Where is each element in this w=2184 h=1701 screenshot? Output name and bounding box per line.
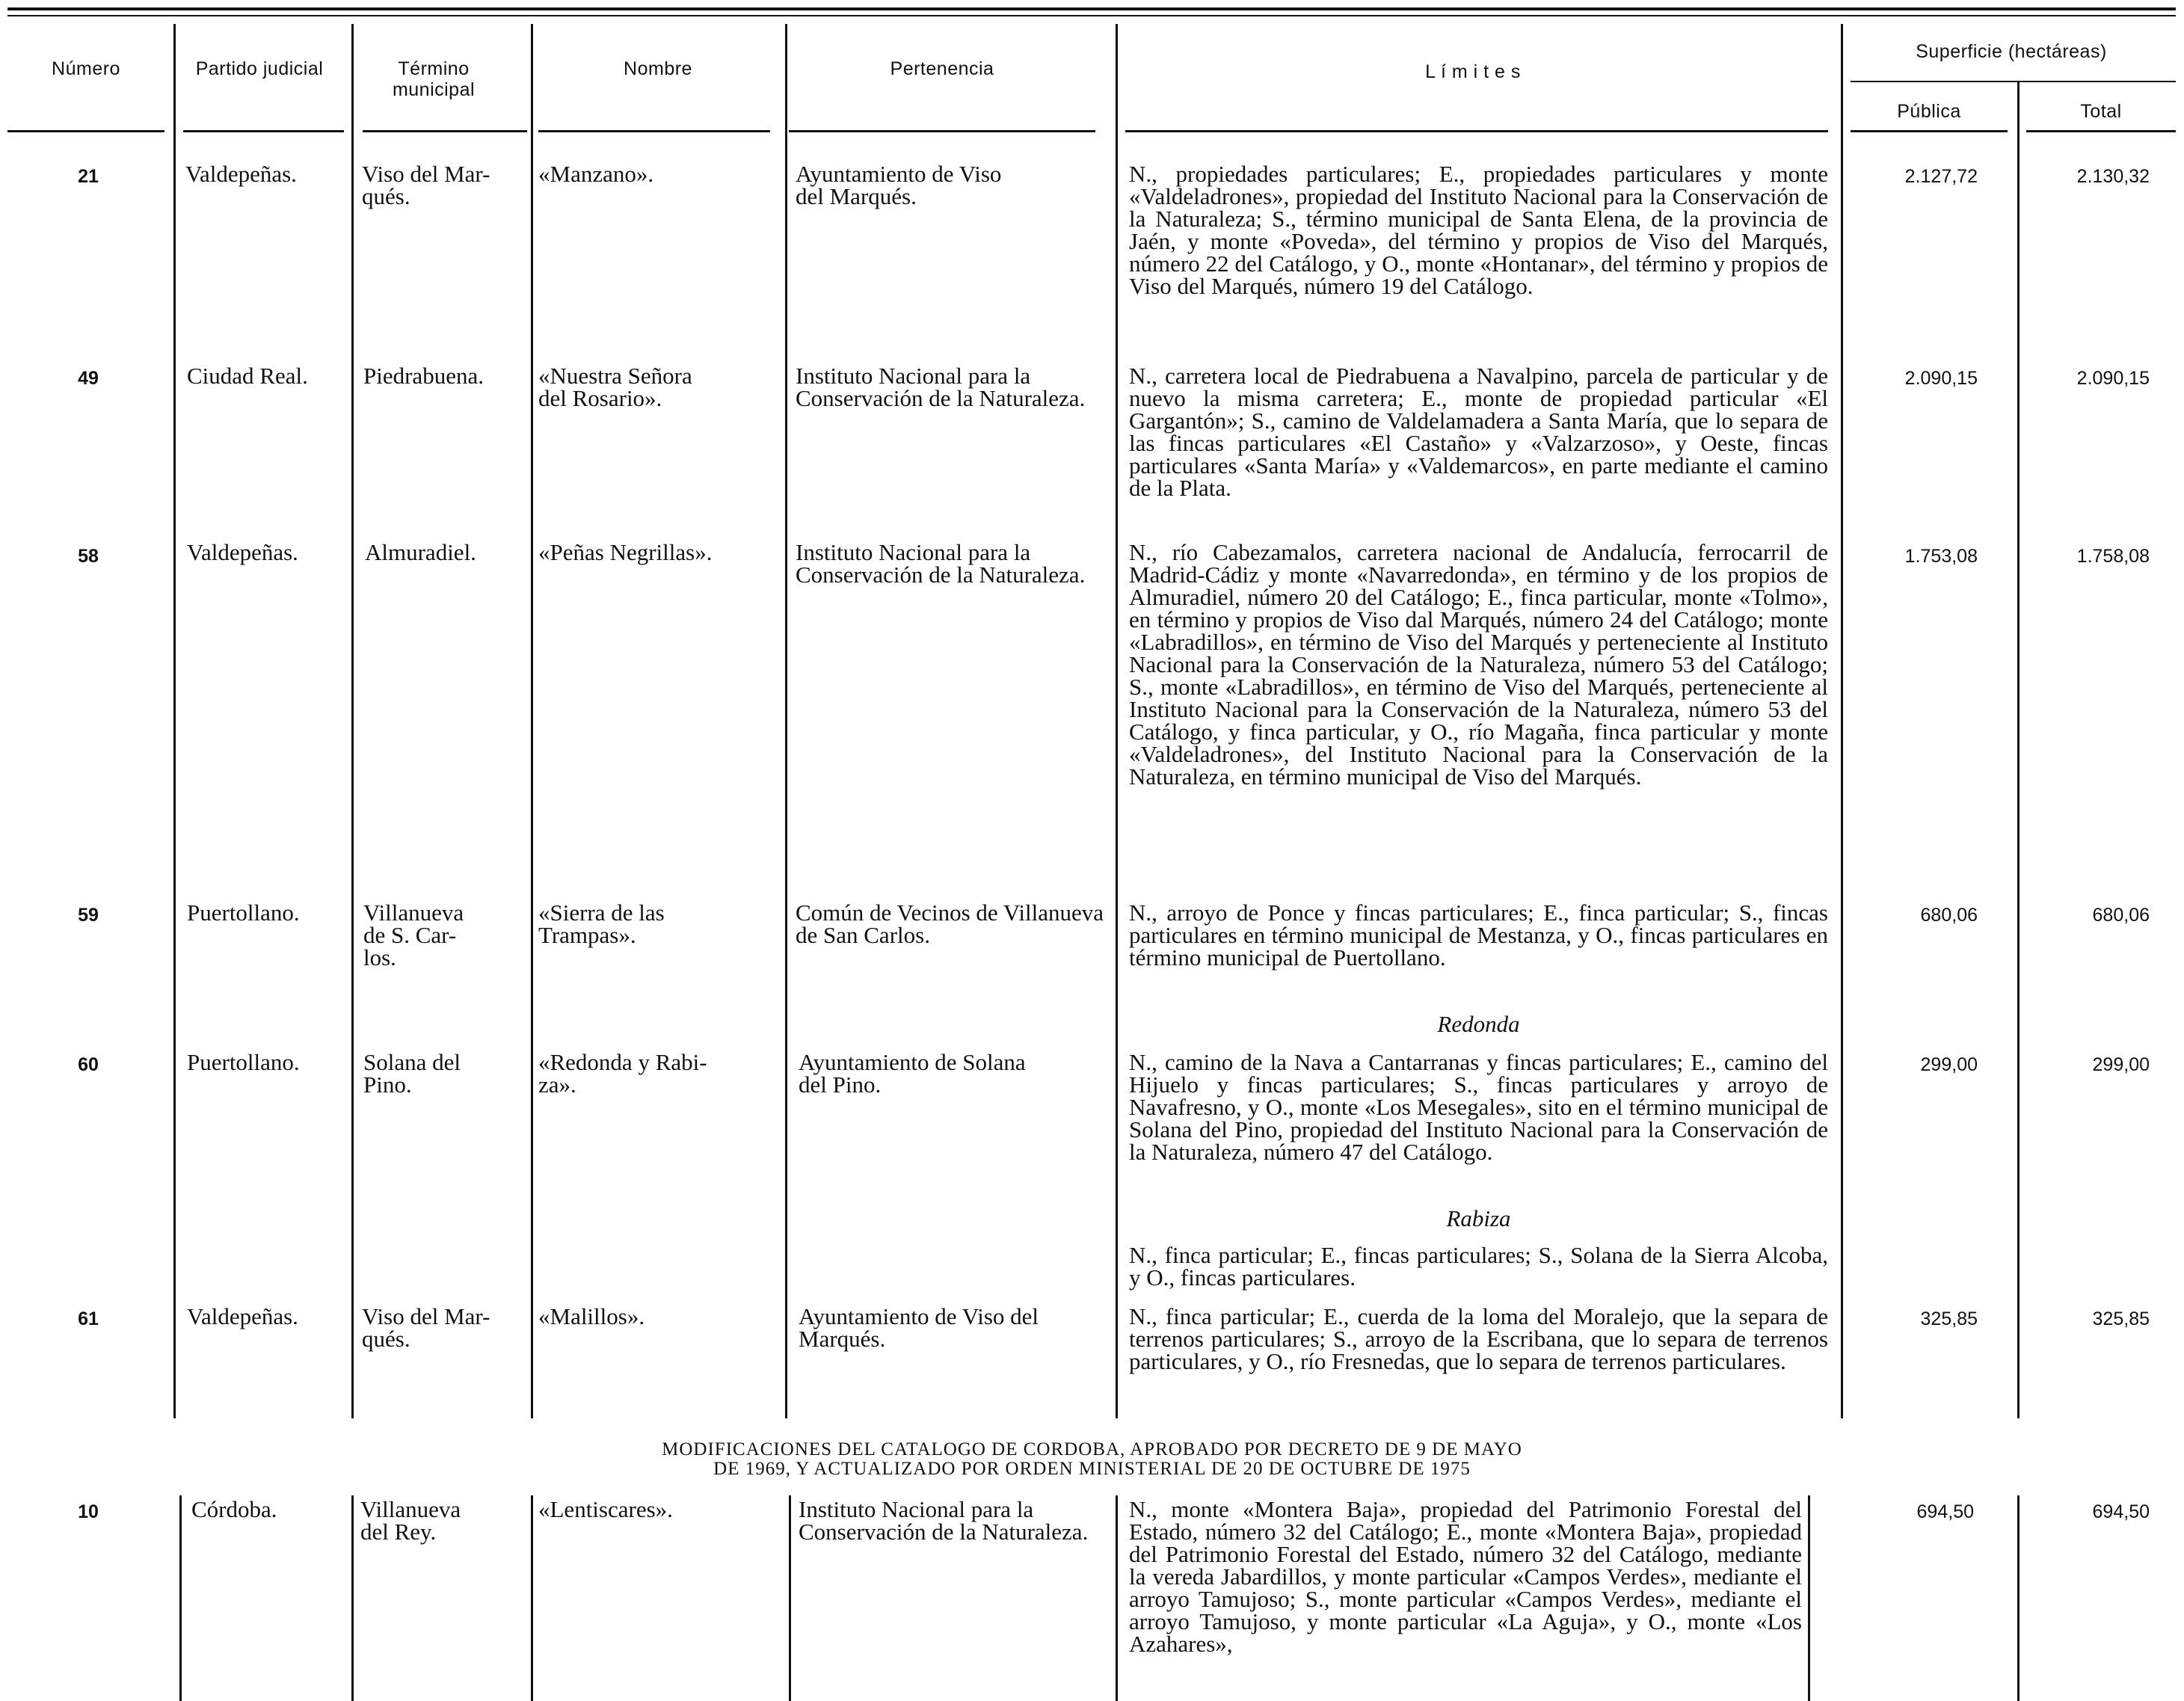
row-pertenencia: Ayuntamiento de Solana del Pino. — [799, 1049, 1026, 1098]
row-nombre: «Peñas Negrillas». — [538, 539, 713, 565]
row-publica: 299,00 — [1920, 1054, 1978, 1075]
row-pertenencia: Instituto Nacional para la Conservación de la Naturaleza. — [799, 1496, 1089, 1545]
column-divider — [351, 24, 354, 1418]
column-divider — [173, 24, 176, 1418]
row-publica: 680,06 — [1920, 905, 1978, 926]
row-total: 694,50 — [2092, 1501, 2150, 1522]
top-rule — [7, 7, 2176, 10]
row-nombre: «Sierra de las Trampas». — [538, 899, 665, 948]
row-partido: Ciudad Real. — [187, 363, 308, 389]
row-pertenencia: Ayuntamiento de Viso del Marqués. — [796, 161, 1002, 209]
header-total: Total — [2080, 101, 2122, 122]
top-rule-thin — [7, 15, 2176, 16]
header-partido: Partido judicial — [195, 58, 324, 79]
row-numero: 10 — [78, 1501, 99, 1522]
row-partido: Puertollano. — [187, 899, 300, 926]
column-divider — [1841, 24, 1843, 1418]
header-publica: Pública — [1897, 101, 1961, 122]
header-bottom-rule — [1851, 130, 2008, 132]
row-limites: N., finca particular; E., cuerda de la loma del Moralejo, que la separa de terrenos particulares; S., arroyo de la Escribana, que lo separa de terrenos particulares, y O., río Fresnedas, que lo separa de terrenos particulares. — [1129, 1303, 1828, 1374]
row-numero: 60 — [78, 1054, 99, 1075]
header-pertenencia: Pertenencia — [890, 58, 994, 79]
row-pertenencia: Común de Vecinos de Villanueva de San Carlos. — [796, 899, 1104, 948]
row-publica: 2.090,15 — [1904, 368, 1978, 389]
row-total: 2.130,32 — [2076, 166, 2150, 187]
row-limites: N., río Cabezamalos, carretera nacional de Andalucía, ferrocarril de Madrid-Cádiz y monte «Navarredonda», en término y de los propios de Almuradiel, número 20 del Catálogo; E., finca particular, monte «Tolmo», en término y propios de Viso dal Marqués, número 24 del Catálogo; monte «Labradillos», en término de Viso del Marqués y perteneciente al Instituto Nacional para la Conservación de la Naturaleza, número 53 del Catálogo; S., monte «Labradillos», en término de Viso del Marqués, perteneciente al Instituto Nacional para la Conservación de la Naturaleza, número 53 del Catálogo, y finca particular, y O., río Magaña, finca particular y monte «Valdeladrones», del Instituto Nacional para la Conservación de la Naturaleza, en término municipal de Viso del Marqués. — [1129, 539, 1828, 790]
row-limites: N., arroyo de Ponce y fincas particulares; E., finca particular; S., fincas particulares en término municipal de Mestanza, y O., fincas particulares en término municipal de Puertollano. — [1129, 899, 1828, 971]
column-divider — [789, 1495, 791, 1701]
row-partido: Córdoba. — [191, 1496, 277, 1522]
row-limites-2: N., finca particular; E., fincas particulares; S., Solana de la Sierra Alcoba, y O., fincas particulares. — [1129, 1242, 1828, 1291]
row-partido: Valdepeñas. — [187, 1303, 298, 1329]
row-termino: Piedrabuena. — [363, 363, 484, 389]
row-numero: 58 — [78, 546, 99, 567]
header-termino: Término municipal — [392, 58, 476, 100]
column-divider — [785, 24, 787, 1418]
row-termino: Viso del Mar- qués. — [362, 1303, 490, 1352]
subheading-redonda: Redonda — [1437, 1011, 1520, 1037]
row-numero: 61 — [78, 1308, 99, 1329]
column-divider — [351, 1495, 354, 1701]
header-bottom-rule — [7, 130, 164, 132]
row-termino: Villanueva del Rey. — [360, 1496, 461, 1545]
row-publica: 694,50 — [1916, 1501, 1974, 1522]
row-publica: 325,85 — [1920, 1308, 1978, 1329]
header-limites: L í m i t e s — [1425, 61, 1521, 82]
row-nombre: «Lentiscares». — [538, 1496, 673, 1522]
row-limites: N., monte «Montera Baja», propiedad del Patrimonio Forestal del Estado, número 32 del Catálogo; E., monte «Montera Baja», propiedad del Patrimonio Forestal del Estado, número 32 del Catálogo, mediante la vereda Jabardillos, y monte particular «Campos Verdes», mediante el arroyo Tamujoso; S., monte particular «Campos Verdes», mediante el arroyo Tamujoso, y monte particular «La Aguja», y O., monte «Los Azahares», — [1129, 1496, 1802, 1657]
column-divider — [2017, 82, 2020, 1418]
column-divider — [1116, 24, 1118, 1418]
row-numero: 59 — [78, 905, 99, 926]
row-limites: N., camino de la Nava a Cantarranas y fincas particulares; E., camino del Hijuelo y fincas particulares; S., fincas particulares y arroyo de Navafresno, y O., monte «Los Mesegales», sito en el término municipal de Solana del Pino, propiedad del Instituto Nacional para la Conservación de la Naturaleza, número 47 del Catálogo. — [1129, 1049, 1828, 1165]
row-publica: 2.127,72 — [1904, 166, 1978, 187]
row-publica: 1.753,08 — [1904, 546, 1978, 567]
row-pertenencia: Instituto Nacional para la Conservación de la Naturaleza. — [796, 539, 1086, 588]
column-divider — [531, 1495, 533, 1701]
superficie-rule — [1851, 81, 2176, 82]
row-pertenencia: Instituto Nacional para la Conservación de la Naturaleza. — [796, 363, 1086, 411]
row-termino: Solana del Pino. — [363, 1049, 461, 1098]
header-bottom-rule — [538, 130, 770, 132]
row-termino: Viso del Mar- qués. — [362, 161, 490, 209]
header-bottom-rule — [183, 130, 344, 132]
row-numero: 49 — [78, 368, 99, 389]
header-bottom-rule — [1125, 130, 1828, 132]
column-divider — [179, 1495, 182, 1701]
header-bottom-rule — [789, 130, 1095, 132]
row-nombre: «Manzano». — [538, 161, 654, 187]
header-superficie: Superficie (hectáreas) — [1916, 41, 2107, 62]
row-limites: N., propiedades particulares; E., propiedades particulares y monte «Valdeladrones», propiedad del Instituto Nacional para la Conservación de la Naturaleza; S., término municipal de Santa Elena, de la provincia de Jaén, y monte «Poveda», del término y propios de Viso del Marqués, número 22 del Catálogo, y O., monte «Hontanar», del término y propios de Viso del Marqués, número 19 del Catálogo. — [1129, 161, 1828, 299]
header-bottom-rule — [2026, 130, 2176, 132]
row-total: 680,06 — [2092, 905, 2150, 926]
row-nombre: «Malillos». — [538, 1303, 645, 1329]
header-bottom-rule — [363, 130, 527, 132]
row-total: 325,85 — [2092, 1308, 2150, 1329]
row-nombre: «Nuestra Señora del Rosario». — [538, 363, 692, 411]
row-total: 1.758,08 — [2076, 546, 2150, 567]
row-total: 299,00 — [2092, 1054, 2150, 1075]
row-pertenencia: Ayuntamiento de Viso del Marqués. — [799, 1303, 1039, 1352]
row-numero: 21 — [78, 166, 99, 187]
row-termino: Villanueva de S. Car- los. — [363, 899, 464, 971]
row-partido: Valdepeñas. — [187, 539, 298, 565]
row-partido: Valdepeñas. — [185, 161, 297, 187]
subheading-rabiza: Rabiza — [1446, 1205, 1511, 1231]
column-divider — [2017, 1495, 2020, 1701]
header-numero: Número — [52, 58, 120, 79]
column-divider — [1116, 1495, 1118, 1701]
column-divider — [1808, 1495, 1810, 1701]
section-title: MODIFICACIONES DEL CATALOGO DE CORDOBA, APROBADO POR DECRETO DE 9 DE MAYO DE 1969, Y ACTUALIZADO POR ORDEN MINISTERIAL DE 20 DE OCTUBRE DE 1975 — [662, 1439, 1522, 1479]
row-termino: Almuradiel. — [365, 539, 476, 565]
column-divider — [531, 24, 533, 1418]
row-partido: Puertollano. — [187, 1049, 300, 1075]
header-nombre: Nombre — [624, 58, 692, 79]
row-total: 2.090,15 — [2076, 368, 2150, 389]
row-limites: N., carretera local de Piedrabuena a Navalpino, parcela de particular y de nuevo la misma carretera; E., monte de propiedad particular «El Gargantón»; S., camino de Valdelamadera a Santa María, que lo separa de las fincas particulares «El Castaño» y «Valzarzoso», y Oeste, fincas particulares «Santa María» y «Valdemarcos», en parte mediante el camino de la Plata. — [1129, 363, 1828, 501]
row-nombre: «Redonda y Rabi- za». — [538, 1049, 707, 1098]
